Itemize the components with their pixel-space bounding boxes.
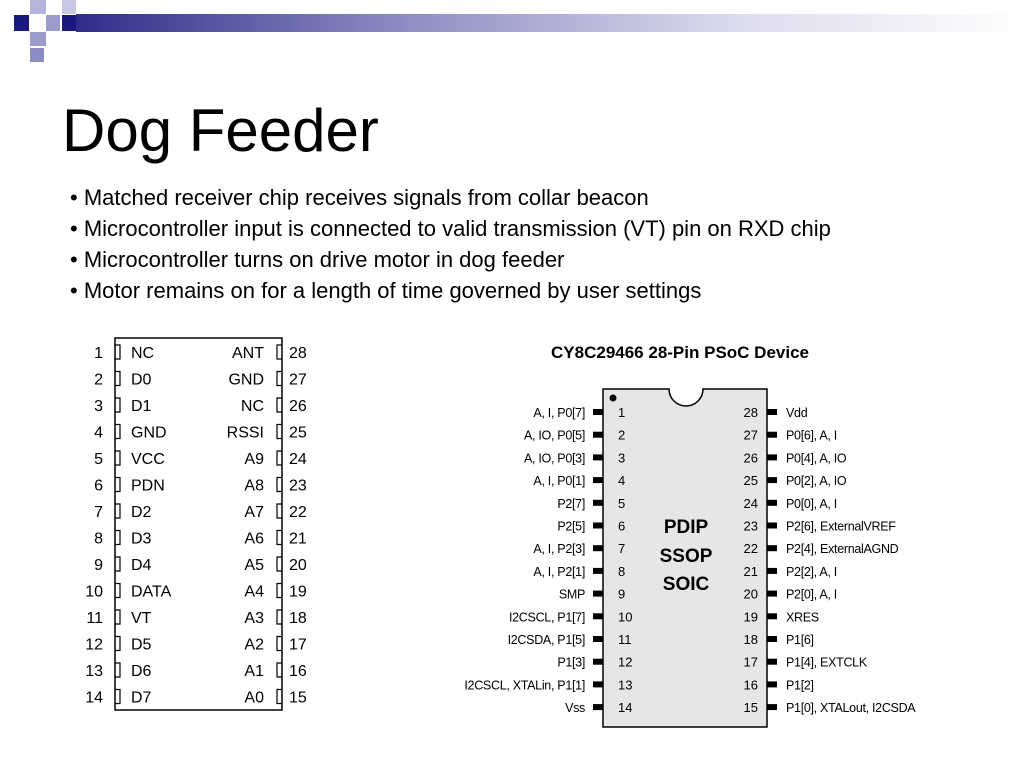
pin-label: A0 — [244, 689, 264, 707]
pin-number: 4 — [94, 424, 103, 442]
pin-number: 6 — [94, 477, 103, 495]
pin-number: 4 — [618, 473, 626, 489]
pin-label: P1[6] — [786, 633, 814, 647]
pin-label: P0[0], A, I — [786, 496, 837, 511]
pin-number: 12 — [85, 636, 103, 654]
pin-label: SMP — [558, 587, 585, 602]
pin-number: 11 — [86, 610, 103, 627]
bullet-item: • Microcontroller turns on drive motor in dog feeder — [70, 244, 831, 275]
pin-number: 27 — [289, 371, 307, 389]
pin-number: 25 — [743, 473, 758, 489]
pin-lead — [767, 477, 777, 483]
package-label-soic: SOIC — [662, 574, 710, 595]
package-label-ssop: SSOP — [659, 546, 713, 567]
pin-label: A9 — [244, 451, 264, 468]
pin-label: P2[5] — [557, 519, 585, 534]
pin-label: P0[2], A, IO — [786, 474, 847, 489]
pin-label: NC — [240, 398, 264, 415]
pin-number: 20 — [743, 586, 758, 602]
pin-label: P1[4], EXTCLK — [786, 655, 867, 670]
pin-number: 13 — [618, 677, 633, 693]
pin-number: 24 — [743, 495, 758, 511]
pin-lead — [593, 545, 603, 551]
pin-number: 20 — [289, 557, 307, 574]
pin-number: 19 — [289, 583, 307, 601]
pin-label: D4 — [131, 557, 152, 574]
pin-number: 17 — [743, 654, 758, 670]
pin-label: XRES — [786, 610, 819, 625]
pin-lead — [767, 409, 777, 415]
pin-label: Vdd — [786, 406, 808, 420]
pin-number: 24 — [289, 451, 307, 468]
pin-label: D7 — [131, 689, 152, 707]
pin-number: 22 — [743, 541, 758, 557]
pin-label: A8 — [244, 477, 264, 495]
pin-label: DATA — [131, 583, 172, 601]
pin-lead — [767, 545, 777, 551]
pin-label: P0[6], A, I — [786, 428, 837, 443]
pin-number: 7 — [94, 504, 103, 521]
pin-number: 23 — [289, 477, 307, 495]
pin-label: A5 — [244, 557, 264, 574]
pin-label: P2[6], ExternalVREF — [786, 519, 896, 534]
pin-label: P2[4], ExternalAGND — [786, 542, 899, 557]
pin-label: D3 — [131, 530, 152, 548]
pin-number: 26 — [289, 398, 307, 415]
pin-label: A2 — [244, 636, 264, 654]
pin-number: 8 — [618, 563, 626, 579]
pin-number: 2 — [618, 427, 626, 443]
pin1-marker-dot — [610, 395, 617, 402]
pin-number: 14 — [618, 700, 633, 716]
pin-lead — [767, 568, 777, 574]
pin-label: P2[0], A, I — [786, 587, 837, 602]
pin-label: P2[7] — [557, 496, 585, 511]
pin-label: NC — [131, 345, 155, 362]
pin-label: P1[3] — [557, 655, 585, 670]
pin-number: 16 — [743, 677, 758, 693]
pin-label: A, I, P2[1] — [533, 564, 585, 579]
pin-label: A, IO, P0[5] — [523, 428, 585, 443]
pin-lead — [593, 500, 603, 506]
pin-lead — [767, 681, 777, 687]
pin-label: A, I, P0[1] — [533, 474, 585, 489]
pin-lead — [767, 500, 777, 506]
pin-lead — [767, 636, 777, 642]
pin-number: 14 — [85, 689, 103, 707]
pin-number: 18 — [743, 632, 758, 647]
pin-label: I2CSDA, P1[5] — [507, 633, 585, 647]
pin-number: 3 — [94, 398, 103, 415]
pin-label: A1 — [244, 663, 264, 680]
pin-label: I2CSCL, P1[7] — [508, 610, 585, 625]
package-label-pdip: PDIP — [663, 517, 709, 538]
pin-lead — [593, 409, 603, 415]
pin-label: D6 — [131, 663, 152, 680]
pin-number: 9 — [618, 586, 626, 602]
pin-number: 9 — [94, 557, 103, 574]
pin-number: 28 — [743, 405, 758, 420]
pin-number: 27 — [743, 427, 758, 443]
pin-lead — [593, 568, 603, 574]
pin-label: VCC — [131, 451, 165, 468]
pin-number: 13 — [85, 663, 103, 680]
pin-number: 2 — [94, 371, 103, 389]
pin-label: D2 — [131, 504, 152, 521]
pin-number: 19 — [743, 609, 758, 625]
pin-number: 6 — [618, 518, 626, 534]
pin-label: D0 — [131, 371, 152, 389]
pin-number: 3 — [618, 450, 626, 466]
pin-number: 5 — [94, 451, 103, 468]
bullet-item: • Microcontroller input is connected to valid transmission (VT) pin on RXD chip — [70, 213, 831, 244]
slide-title: Dog Feeder — [62, 97, 379, 164]
pin-lead — [593, 477, 603, 483]
pin-number: 22 — [289, 504, 307, 521]
pin-number: 15 — [289, 689, 307, 707]
pin-lead — [767, 454, 777, 460]
pin-label: P1[0], XTALout, I2CSDA — [786, 701, 916, 716]
pin-label: D1 — [131, 398, 152, 415]
pin-lead — [593, 681, 603, 687]
pin-label: A, I, P2[3] — [533, 542, 585, 557]
pin-number: 16 — [289, 663, 307, 680]
pin-number: 10 — [85, 583, 103, 601]
pin-number: 15 — [743, 700, 758, 716]
psoc-chip-title: CY8C29466 28-Pin PSoC Device — [551, 343, 809, 362]
pin-lead — [767, 523, 777, 529]
pin-lead — [593, 523, 603, 529]
pin-number: 8 — [94, 530, 103, 548]
pin-lead — [767, 613, 777, 619]
pin-number: 10 — [618, 609, 633, 625]
pin-number: 21 — [289, 530, 307, 548]
pin-number: 12 — [618, 654, 633, 670]
pin-label: A6 — [244, 530, 264, 548]
pin-label: GND — [228, 371, 264, 389]
pin-number: 5 — [618, 495, 626, 511]
pin-number: 7 — [618, 541, 626, 557]
pin-lead — [767, 704, 777, 710]
pin-number: 26 — [743, 450, 758, 466]
pin-number: 17 — [289, 636, 307, 654]
bullet-item: • Motor remains on for a length of time governed by user settings — [70, 275, 831, 306]
pin-lead — [593, 613, 603, 619]
pin-label: A3 — [244, 610, 264, 627]
pin-number: 23 — [743, 518, 758, 534]
pin-number: 1 — [94, 345, 103, 362]
pin-label: A, IO, P0[3] — [523, 451, 585, 466]
pin-lead — [593, 454, 603, 460]
pin-lead — [767, 591, 777, 597]
pin-label: D5 — [131, 636, 152, 654]
pin-label: P1[2] — [786, 678, 814, 693]
pin-label: PDN — [131, 477, 165, 495]
pin-lead — [767, 432, 777, 438]
pin-label: ANT — [232, 345, 264, 362]
pin-label: P2[2], A, I — [786, 564, 837, 579]
pin-number: 28 — [289, 345, 307, 362]
pin-label: A7 — [244, 504, 264, 521]
pin-number: 21 — [743, 563, 758, 579]
pin-label: VT — [131, 610, 152, 627]
pin-lead — [767, 659, 777, 665]
pin-number: 18 — [289, 610, 307, 627]
pin-label: I2CSCL, XTALin, P1[1] — [464, 678, 585, 693]
pin-number: 25 — [289, 424, 307, 442]
pin-label: GND — [131, 424, 167, 442]
pin-number: 1 — [618, 405, 626, 420]
pin-lead — [593, 704, 603, 710]
pin-label: P0[4], A, IO — [786, 451, 847, 466]
pin-label: A, I, P0[7] — [533, 406, 585, 420]
pin-label: A4 — [244, 583, 264, 601]
pin-lead — [593, 636, 603, 642]
pin-label: RSSI — [226, 424, 264, 442]
pin-lead — [593, 432, 603, 438]
bullet-item: • Matched receiver chip receives signals from collar beacon — [70, 182, 831, 213]
pin-number: 11 — [618, 632, 632, 647]
pin-lead — [593, 591, 603, 597]
pin-lead — [593, 659, 603, 665]
pin-label: Vss — [565, 701, 585, 716]
